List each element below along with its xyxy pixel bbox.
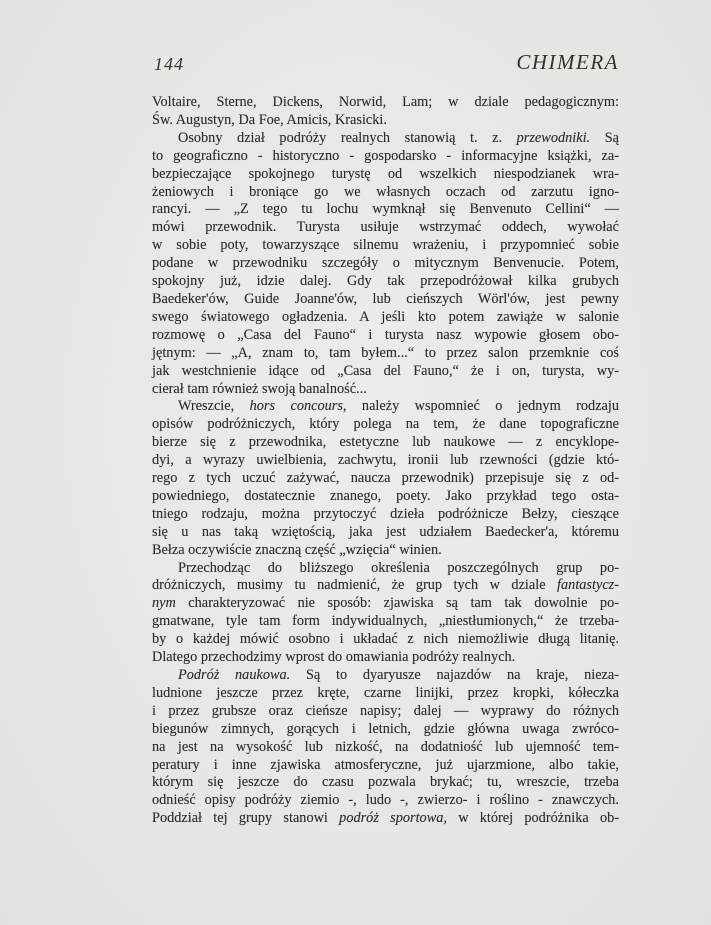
text-line — [152, 219, 619, 237]
italic-run: przewodniki. — [516, 129, 591, 146]
text-run: rancyi. — „Z tego tu lochu wymknął się Benvenuto Cellini“ — — [152, 201, 619, 218]
paragraph — [152, 130, 619, 399]
text-line — [152, 255, 619, 273]
text-line — [152, 524, 619, 542]
page-number: 144 — [154, 54, 184, 74]
text-run: swego światowego ogładzenia. A jeśli kto potem zawiąże w salonie — [152, 308, 619, 325]
text-line — [152, 649, 619, 667]
text-line — [152, 774, 619, 792]
text-run: się u nas taką wziętością, jaka jest udziałem Baedecker'a, któremu — [152, 523, 619, 540]
text-run: w sobie poty, towarzyszące silnemu wrażeniu, i przypomnieć sobie — [152, 237, 619, 254]
text-run: Św. Augustyn, Da Foe, Amicis, Krasicki. — [152, 111, 387, 128]
text-run: Osobny dział podróży realnych stanowią t. z. — [178, 129, 517, 146]
text-run: Voltaire, Sterne, Dickens, Norwid, Lam; w dziale pedagogicznym: — [152, 94, 619, 110]
text-line — [152, 685, 619, 703]
paragraph — [152, 667, 619, 828]
text-run: którym się jeszcze do czasu pozwala brykać; tu, wreszcie, trzeba — [152, 774, 619, 791]
text-run: należy wspomnieć o jednym rodzaju — [346, 398, 620, 415]
text-run: peratury i inne zjawiska atmosferyczne, już ujarzmione, albo takie, — [152, 756, 619, 773]
journal-title: CHIMERA — [516, 50, 619, 74]
text-run: w której podróżnika ob- — [446, 810, 620, 827]
text-line — [152, 488, 619, 506]
text-line — [152, 810, 619, 828]
text-line — [152, 345, 619, 363]
text-run: powiedniego, dostatecznie znanego, poety. Jako przykład tego osta- — [152, 487, 619, 504]
text-line — [152, 201, 619, 219]
text-line — [152, 721, 619, 739]
text-line — [152, 148, 619, 166]
text-line — [152, 560, 619, 578]
text-line — [152, 291, 619, 309]
text-line — [152, 667, 619, 685]
text-run: podane w przewodniku szczegóły o mitycznym Benvenucie. Potem, — [152, 255, 619, 272]
text-run: cierał tam również swoją banalność... — [152, 380, 367, 397]
text-run: odnieść opisy podróży ziemio -, ludo -, zwierzo- i roślino - znawczych. — [152, 792, 619, 809]
text-line — [152, 166, 619, 184]
text-run: by o każdej mówić osobno i układać z nich niemożliwie długą litanię. — [152, 631, 619, 648]
paragraph — [152, 560, 619, 667]
text-run: Bełza oczywiście znaczną część „wzięcia“ winien. — [152, 541, 442, 558]
italic-run: Podróż naukowa. — [178, 667, 291, 683]
text-run: Przechodząc do bliższego określenia poszczególnych grup po- — [178, 559, 619, 576]
text-line — [152, 757, 619, 775]
text-line — [152, 327, 619, 345]
text-line — [152, 506, 619, 524]
text-run: spokojny już, idzie dalej. Gdy tak przepodróżował kilka grubych — [152, 273, 619, 290]
text-line — [152, 273, 619, 291]
text-line — [152, 398, 619, 416]
body-text — [152, 94, 619, 828]
text-run: dyi, a wyrazy uwielbienia, zachwytu, ironii lub rzewności (gdzie któ- — [152, 452, 619, 469]
text-line — [152, 542, 619, 560]
text-line — [152, 130, 619, 148]
text-line — [152, 739, 619, 757]
text-run: jętnym: — „A, znam to, tam byłem...“ to przez salon przemknie coś — [152, 344, 619, 361]
paragraph — [152, 398, 619, 559]
text-line — [152, 434, 619, 452]
italic-run: fantastycz- — [557, 577, 619, 594]
text-run: dróżniczych, musimy tu nadmienić, że grup tych w dziale — [152, 577, 558, 594]
text-line — [152, 595, 619, 613]
text-run: Wreszcie, — [178, 398, 250, 415]
italic-run: hors concours, — [249, 398, 347, 415]
text-run: Dlatego przechodzimy wprost do omawiania podróży realnych. — [152, 649, 516, 666]
paragraph — [152, 94, 619, 130]
text-line — [152, 363, 619, 381]
text-line — [152, 309, 619, 327]
text-run: żeniowych i broniące go we własnych oczach od zarzutu igno- — [152, 183, 619, 200]
text-line — [152, 613, 619, 631]
text-run: rego z tych uczuć zażywać, naucza przewodnik) przepisuje się z od- — [152, 470, 619, 487]
text-run: Poddział tej grupy stanowi — [152, 810, 340, 827]
text-run: tniego rodzaju, można przytoczyć dzieła podróżnicze Bełzy, cieszące — [152, 505, 619, 522]
text-line — [152, 381, 619, 399]
text-run: i przez grubsze oraz cieńsze napisy; dalej — wyprawy do różnych — [152, 702, 619, 719]
text-line — [152, 703, 619, 721]
text-run: ludnione jeszcze przez kręte, czarne linijki, przez kropki, kółeczka — [152, 684, 619, 701]
text-line — [152, 577, 619, 595]
text-run: na jest na wysokość lub nizkość, na dodatniość lub ujemność tem- — [152, 738, 619, 755]
text-line — [152, 452, 619, 470]
text-run: bierze się z przewodnika, estetyczne lub naukowe — z encyklope- — [152, 434, 619, 451]
text-line — [152, 237, 619, 255]
italic-run: podróż sportowa, — [339, 810, 447, 827]
text-line — [152, 94, 619, 112]
text-run: rozmowę o „Casa del Fauno“ i turysta nasz wypowie głosem obo- — [152, 326, 619, 343]
italic-run: nym — [152, 595, 176, 612]
text-line — [152, 112, 619, 130]
text-run: Są — [590, 129, 619, 146]
text-run: mówi przewodnik. Turysta usiłuje wstrzymać oddech, wywołać — [152, 219, 619, 236]
text-line — [152, 416, 619, 434]
text-run: jak westchnienie idące od „Casa del Fauno,“ że i on, turysta, wy- — [152, 362, 619, 379]
text-run: to geograficzno - historyczno - gospodarsko - informacyjne książki, za- — [152, 147, 619, 164]
page-header — [152, 50, 619, 78]
text-run: charakteryzować nie sposób: zjawiska są tam tak dowolnie po- — [175, 595, 619, 612]
text-line — [152, 631, 619, 649]
text-run: bezpieczające spokojnego turystę od wszelkich niespodzianek wra- — [152, 165, 619, 182]
text-line — [152, 184, 619, 202]
text-run: biegunów zimnych, gorących i letnich, gdzie główna uwaga zwróco- — [152, 720, 619, 737]
text-run: Są to dyaryusze najazdów na kraje, nieza- — [290, 667, 619, 683]
text-run: Baedeker'ów, Guide Joanne'ów, lub cieńszych Wörl'ów, jest pewny — [152, 290, 619, 307]
text-line — [152, 792, 619, 810]
text-run: opisów podróżniczych, który polega na tem, że dane topograficzne — [152, 416, 619, 433]
text-run: gmatwane, tyle tam form indywidualnych, „niestłumionych,“ że trzeba- — [152, 613, 619, 630]
text-line — [152, 470, 619, 488]
